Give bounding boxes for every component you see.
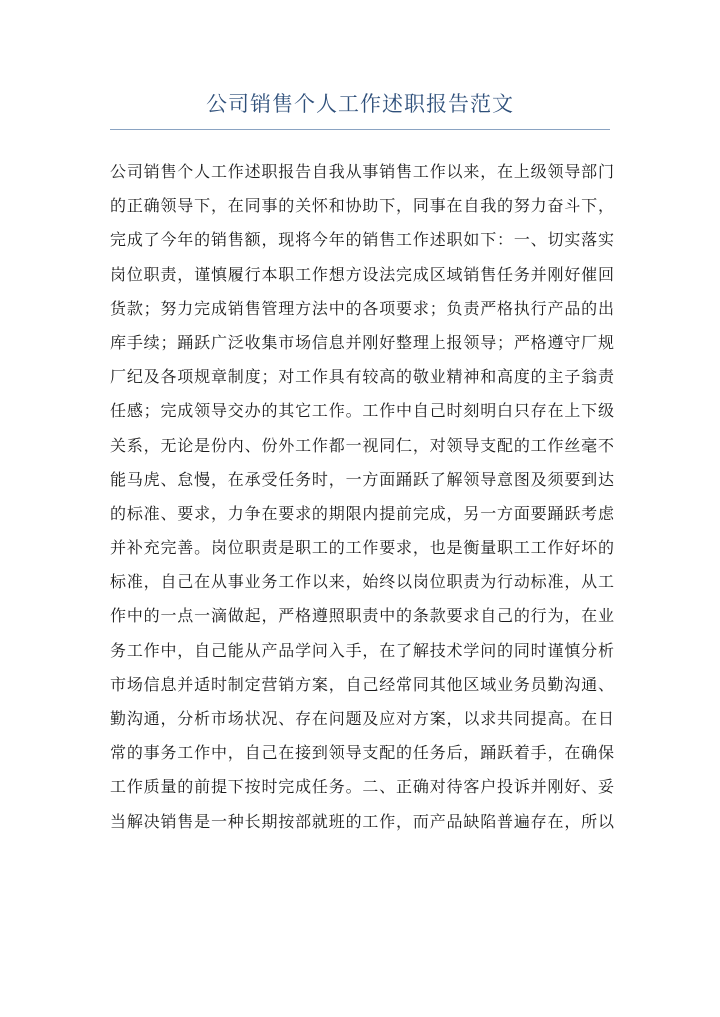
body-line: 岗位职责，谨慎履行本职工作想方设法完成区域销售任务并刚好催回 [110, 264, 614, 284]
body-line: 任感；完成领导交办的其它工作。工作中自己时刻明白只存在上下级 [110, 401, 614, 421]
body-line: 勤沟通，分析市场状况、存在问题及应对方案，以求共同提高。在日 [110, 709, 614, 728]
body-line: 常的事务工作中，自己在接到领导支配的任务后，踊跃着手，在确保 [110, 743, 614, 763]
body-line: 完成了今年的销售额，现将今年的销售工作述职如下：一、切实落实 [110, 230, 614, 250]
body-line: 标准，自己在从事业务工作以来，始终以岗位职责为行动标准，从工 [110, 572, 614, 592]
body-line: 工作质量的前提下按时完成任务。二、正确对待客户投诉并刚好、妥 [110, 777, 614, 797]
title-divider [110, 129, 610, 130]
body-line: 公司销售个人工作述职报告自我从事销售工作以来，在上级领导部门 [110, 162, 614, 181]
document-title: 公司销售个人工作述职报告范文 [206, 92, 514, 116]
body-line: 当解决销售是一种长期按部就班的工作，而产品缺陷普遍存在，所以 [110, 811, 614, 831]
body-line: 关系，无论是份内、份外工作都一视同仁，对领导支配的工作丝毫不 [110, 435, 614, 455]
body-line: 的正确领导下，在同事的关怀和协助下，同事在自我的努力奋斗下， [110, 196, 614, 216]
body-line: 并补充完善。岗位职责是职工的工作要求，也是衡量职工工作好坏的 [110, 538, 614, 558]
body-line: 市场信息并适时制定营销方案，自己经常同其他区域业务员勤沟通、 [110, 674, 614, 694]
body-line: 厂纪及各项规章制度；对工作具有较高的敬业精神和高度的主子翁责 [110, 367, 614, 387]
body-line: 务工作中，自己能从产品学问入手，在了解技术学问的同时谨慎分析 [110, 640, 614, 660]
body-line: 货款；努力完成销售管理方法中的各项要求；负责严格执行产品的出 [110, 298, 614, 318]
body-line: 的标准、要求，力争在要求的期限内提前完成，另一方面要踊跃考虑 [110, 503, 614, 523]
document-body [110, 155, 614, 839]
body-line: 能马虎、怠慢，在承受任务时，一方面踊跃了解领导意图及须要到达 [110, 469, 614, 489]
body-line: 库手续；踊跃广泛收集市场信息并刚好整理上报领导；严格遵守厂规 [110, 332, 614, 352]
body-line: 作中的一点一滴做起，严格遵照职责中的条款要求自己的行为，在业 [110, 606, 614, 626]
